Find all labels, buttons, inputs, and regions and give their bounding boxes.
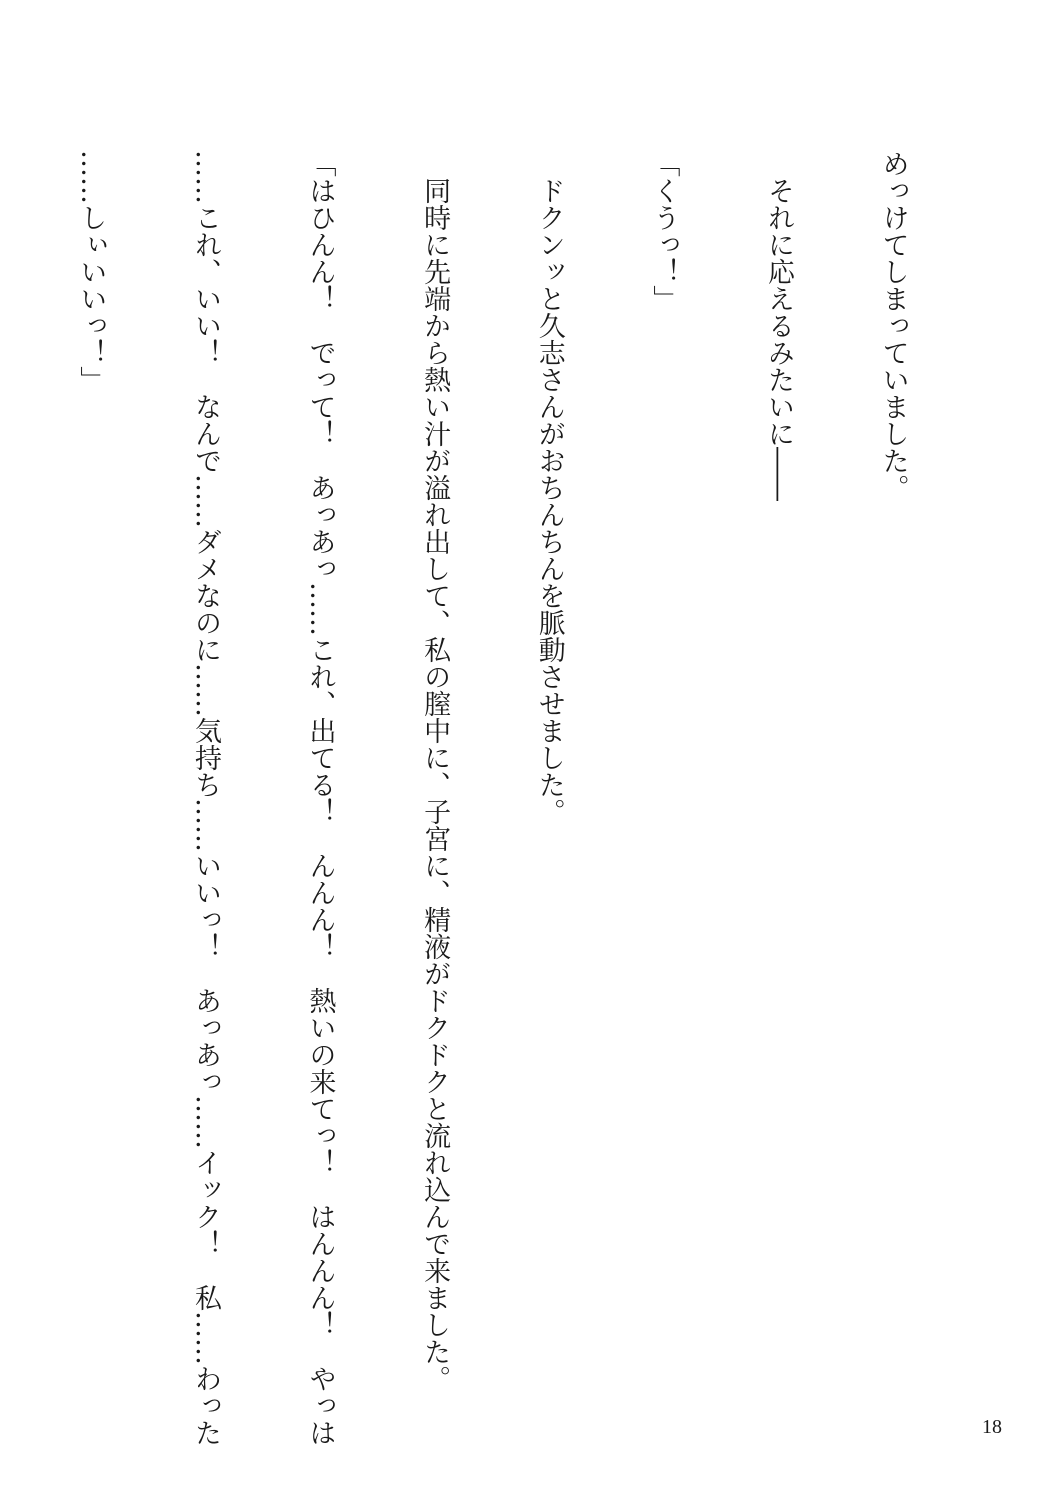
text-line: 「くうっ！」: [648, 150, 680, 312]
text-line: それに応えるみたいに――: [762, 150, 794, 501]
text-line: ……これ、いい！ なんで……ダメなのに……気持ち……いいっ！ あっあっ……イック！ 私……わった: [189, 150, 221, 1446]
vertical-text-body: [0, 150, 988, 1446]
text-line: ドクンッと久志さんがおちんちんを脈動させました。: [533, 150, 565, 825]
text-line: めっけてしまっていました。: [877, 150, 909, 501]
text-line: 同時に先端から熱い汁が溢れ出して、私の膣中に、子宮に、精液がドクドクと流れ込んで来ました。: [419, 150, 451, 1392]
page-number: 18: [982, 1416, 1002, 1438]
text-line: 「はひんん！ でって！ あっあっ……これ、出てる！ んんん！ 熱いの来てっ！ はんんん！ やっは: [304, 150, 336, 1446]
text-line: ……しぃいいっ！」: [75, 150, 107, 393]
